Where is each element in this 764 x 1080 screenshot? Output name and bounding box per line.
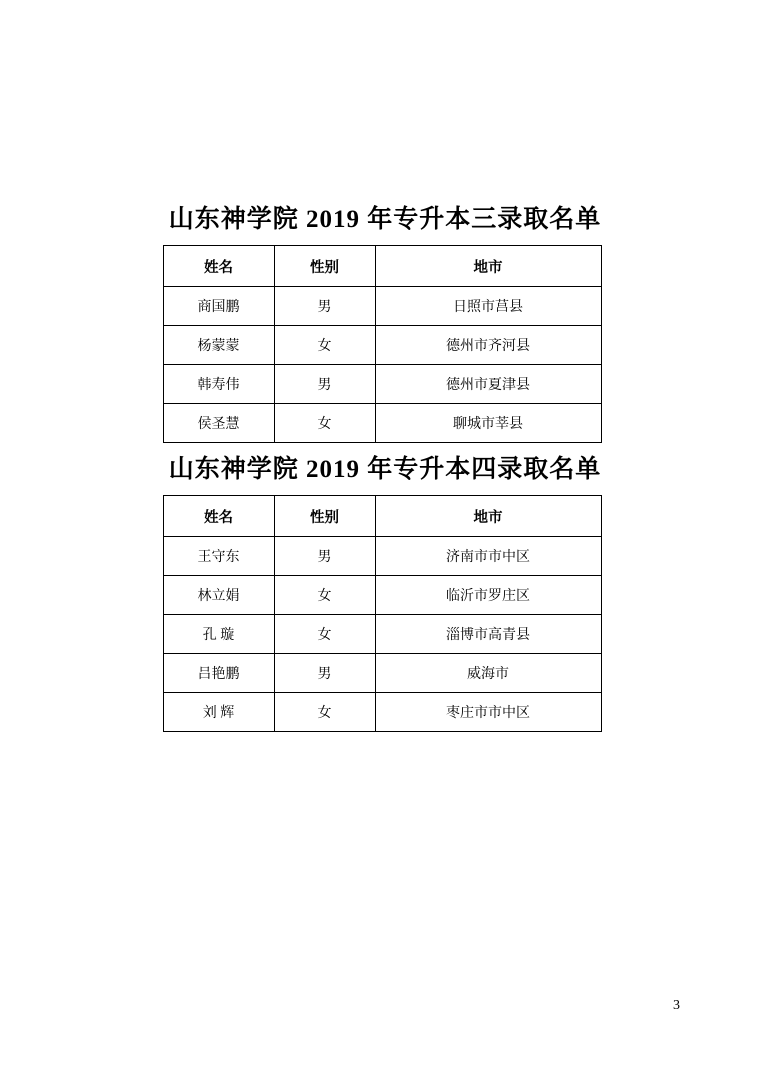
cell-name: 吕艳鹏 xyxy=(163,654,274,693)
cell-city: 德州市齐河县 xyxy=(375,326,601,365)
roster-section-2 xyxy=(0,455,764,732)
table-row xyxy=(163,287,601,326)
table-body xyxy=(163,287,601,443)
column-header-gender: 性别 xyxy=(274,496,375,537)
table-row xyxy=(163,693,601,732)
cell-name: 刘 辉 xyxy=(163,693,274,732)
cell-name: 商国鹏 xyxy=(163,287,274,326)
table-row xyxy=(163,537,601,576)
table-header xyxy=(163,496,601,537)
table-header-row xyxy=(163,496,601,537)
table-body xyxy=(163,537,601,732)
section-title: 山东神学院 2019 年专升本三录取名单 xyxy=(168,206,602,233)
cell-city: 日照市莒县 xyxy=(375,287,601,326)
cell-gender: 女 xyxy=(274,576,375,615)
cell-name: 杨蒙蒙 xyxy=(163,326,274,365)
cell-name: 孔 璇 xyxy=(163,615,274,654)
cell-city: 德州市夏津县 xyxy=(375,365,601,404)
cell-city: 枣庄市市中区 xyxy=(375,693,601,732)
cell-city: 济南市市中区 xyxy=(375,537,601,576)
roster-table-2 xyxy=(163,495,602,732)
column-header-name: 姓名 xyxy=(163,496,274,537)
cell-gender: 女 xyxy=(274,615,375,654)
cell-name: 林立娟 xyxy=(163,576,274,615)
table-header xyxy=(163,246,601,287)
cell-city: 聊城市莘县 xyxy=(375,404,601,443)
table-header-row xyxy=(163,246,601,287)
cell-gender: 男 xyxy=(274,287,375,326)
table-row xyxy=(163,365,601,404)
cell-gender: 男 xyxy=(274,654,375,693)
cell-gender: 女 xyxy=(274,404,375,443)
table-row xyxy=(163,576,601,615)
cell-city: 淄博市高青县 xyxy=(375,615,601,654)
cell-gender: 女 xyxy=(274,693,375,732)
column-header-city: 地市 xyxy=(375,246,601,287)
roster-section-1 xyxy=(0,205,764,443)
column-header-gender: 性别 xyxy=(274,246,375,287)
page-number: 3 xyxy=(673,998,680,1013)
cell-city: 临沂市罗庄区 xyxy=(375,576,601,615)
cell-gender: 男 xyxy=(274,365,375,404)
cell-gender: 男 xyxy=(274,537,375,576)
table-row xyxy=(163,654,601,693)
column-header-name: 姓名 xyxy=(163,246,274,287)
section-title: 山东神学院 2019 年专升本四录取名单 xyxy=(168,456,602,483)
roster-table-1 xyxy=(163,245,602,443)
cell-name: 韩寿伟 xyxy=(163,365,274,404)
table-row xyxy=(163,404,601,443)
column-header-city: 地市 xyxy=(375,496,601,537)
cell-gender: 女 xyxy=(274,326,375,365)
table-row xyxy=(163,326,601,365)
cell-name: 侯圣慧 xyxy=(163,404,274,443)
cell-city: 威海市 xyxy=(375,654,601,693)
table-row xyxy=(163,615,601,654)
cell-name: 王守东 xyxy=(163,537,274,576)
